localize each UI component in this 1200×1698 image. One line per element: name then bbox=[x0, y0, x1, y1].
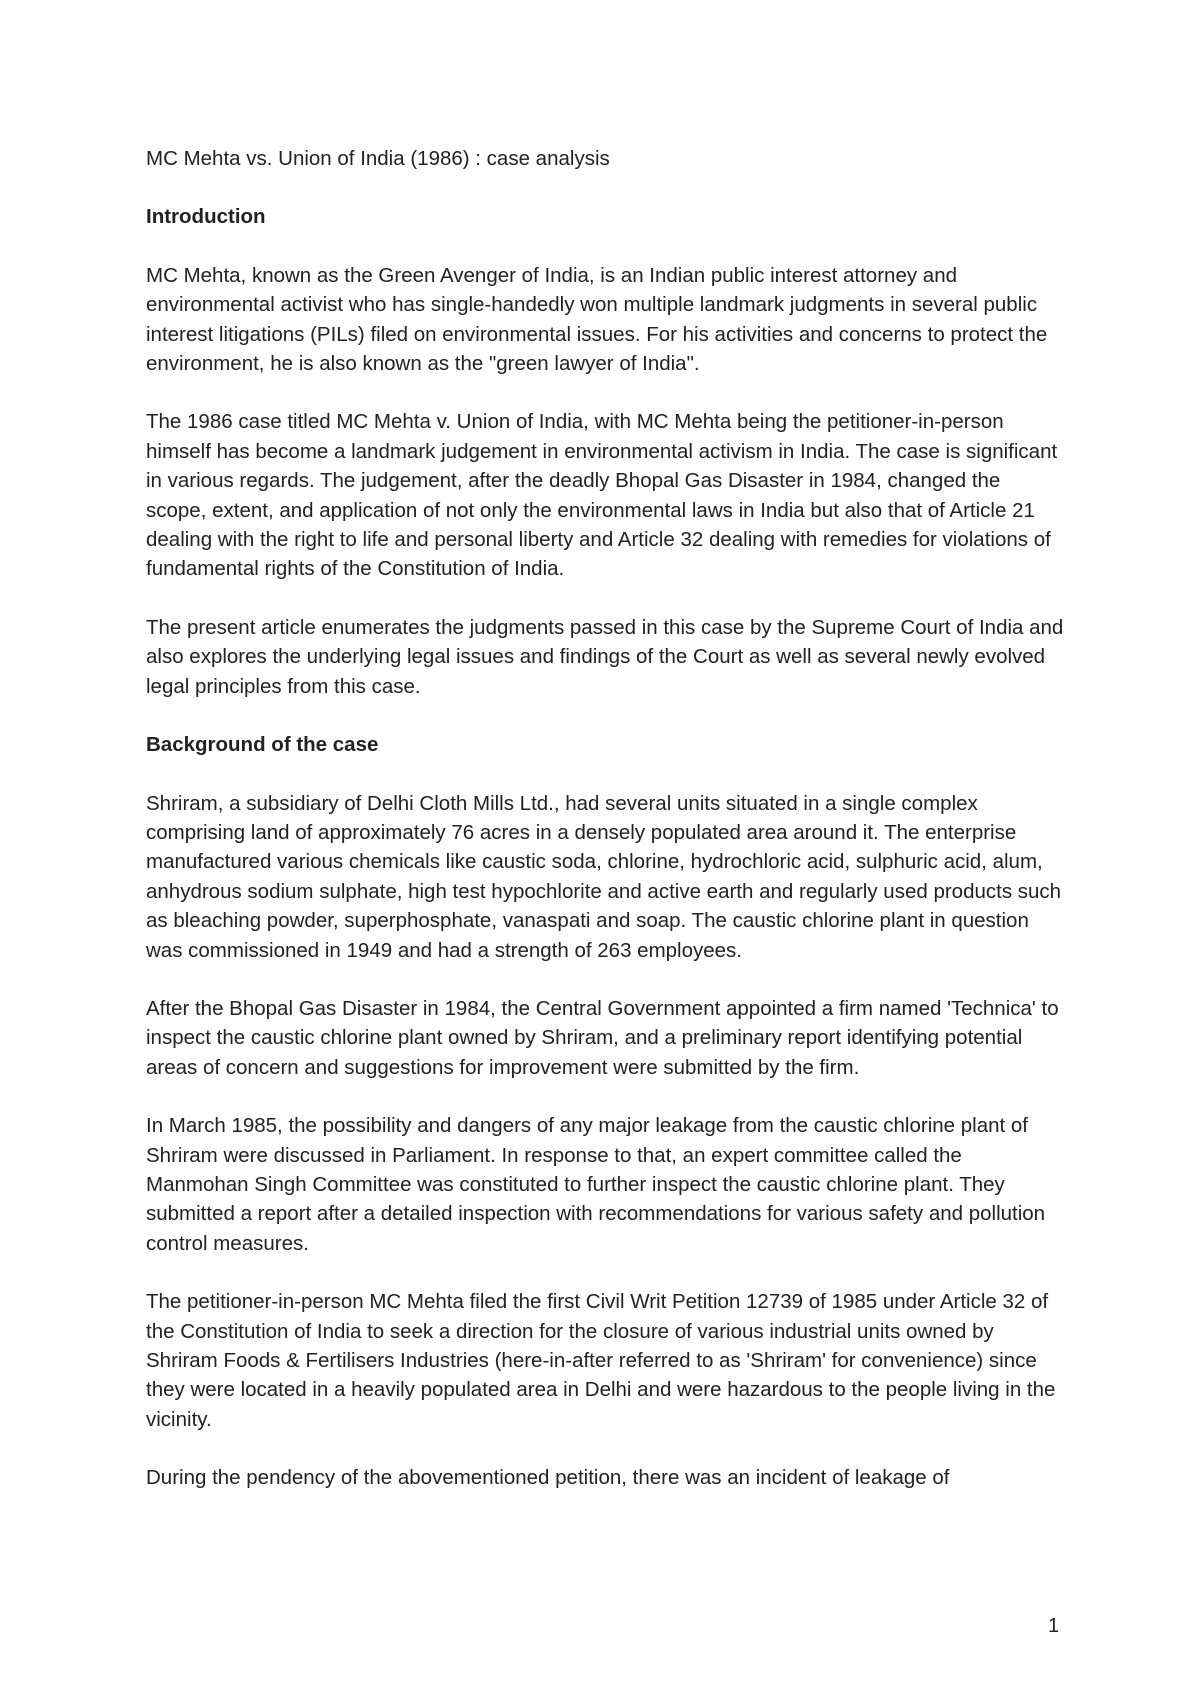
section-heading-background: Background of the case bbox=[146, 733, 379, 757]
page-number: 1 bbox=[1048, 1615, 1060, 1637]
paragraph: The petitioner-in-person MC Mehta filed the first Civil Writ Petition 12739 of 1985 under Article 32 of the Constitution of India to seek a direction for the closure of various industrial units owned by Shriram Foods & Fertilisers Industries (here-in-after referred to as 'Shriram' for convenience) since they were located in a heavily populated area in Delhi and were hazardous to the people living in the vicinity. bbox=[146, 1290, 1056, 1431]
paragraph: The 1986 case titled MC Mehta v. Union of India, with MC Mehta being the petitioner-in-person himself has become a landmark judgement in environmental activism in India. The case is significant in various regards. The judgement, after the deadly Bhopal Gas Disaster in 1984, changed the scope, extent, and application of not only the environmental laws in India but also that of Article 21 dealing with the right to life and personal liberty and Article 32 dealing with remedies for violations of fundamental rights of the Constitution of India. bbox=[146, 410, 1058, 581]
paragraph: After the Bhopal Gas Disaster in 1984, the Central Government appointed a firm named 'Technica' to inspect the caustic chlorine plant owned by Shriram, and a preliminary report identifying potential areas of concern and suggestions for improvement were submitted by the firm. bbox=[146, 996, 1059, 1079]
section-heading-introduction: Introduction bbox=[146, 205, 266, 229]
paragraph: Shriram, a subsidiary of Delhi Cloth Mills Ltd., had several units situated in a single complex comprising land of approximately 76 acres in a densely populated area around it. The enterprise manufactured various chemicals like caustic soda, chlorine, hydrochloric acid, sulphuric acid, alum, anhydrous sodium sulphate, high test hypochlorite and active earth and regularly used products such as bleaching powder, superphosphate, vanaspati and soap. The caustic chlorine plant in question was commissioned in 1949 and had a strength of 263 employees. bbox=[146, 791, 1062, 962]
paragraph: MC Mehta, known as the Green Avenger of India, is an Indian public interest attorney and environmental activist who has single-handedly won multiple landmark judgments in several public interest litigations (PILs) filed on environmental issues. For his activities and concerns to protect the environment, he is also known as the "green lawyer of India". bbox=[146, 263, 1048, 376]
paragraph: In March 1985, the possibility and dangers of any major leakage from the caustic chlorine plant of Shriram were discussed in Parliament. In response to that, an expert committee called the Manmohan Singh Committee was constituted to further inspect the caustic chlorine plant. They submitted a report after a detailed inspection with recommendations for various safety and pollution control measures. bbox=[146, 1114, 1046, 1255]
paragraph: During the pendency of the abovementioned petition, there was an incident of leakage of bbox=[146, 1466, 950, 1490]
document-title: MC Mehta vs. Union of India (1986) : case analysis bbox=[146, 147, 610, 170]
document-body bbox=[146, 144, 1066, 1522]
paragraph: The present article enumerates the judgments passed in this case by the Supreme Court of India and also explores the underlying legal issues and findings of the Court as well as several newly evolved legal principles from this case. bbox=[146, 615, 1064, 698]
